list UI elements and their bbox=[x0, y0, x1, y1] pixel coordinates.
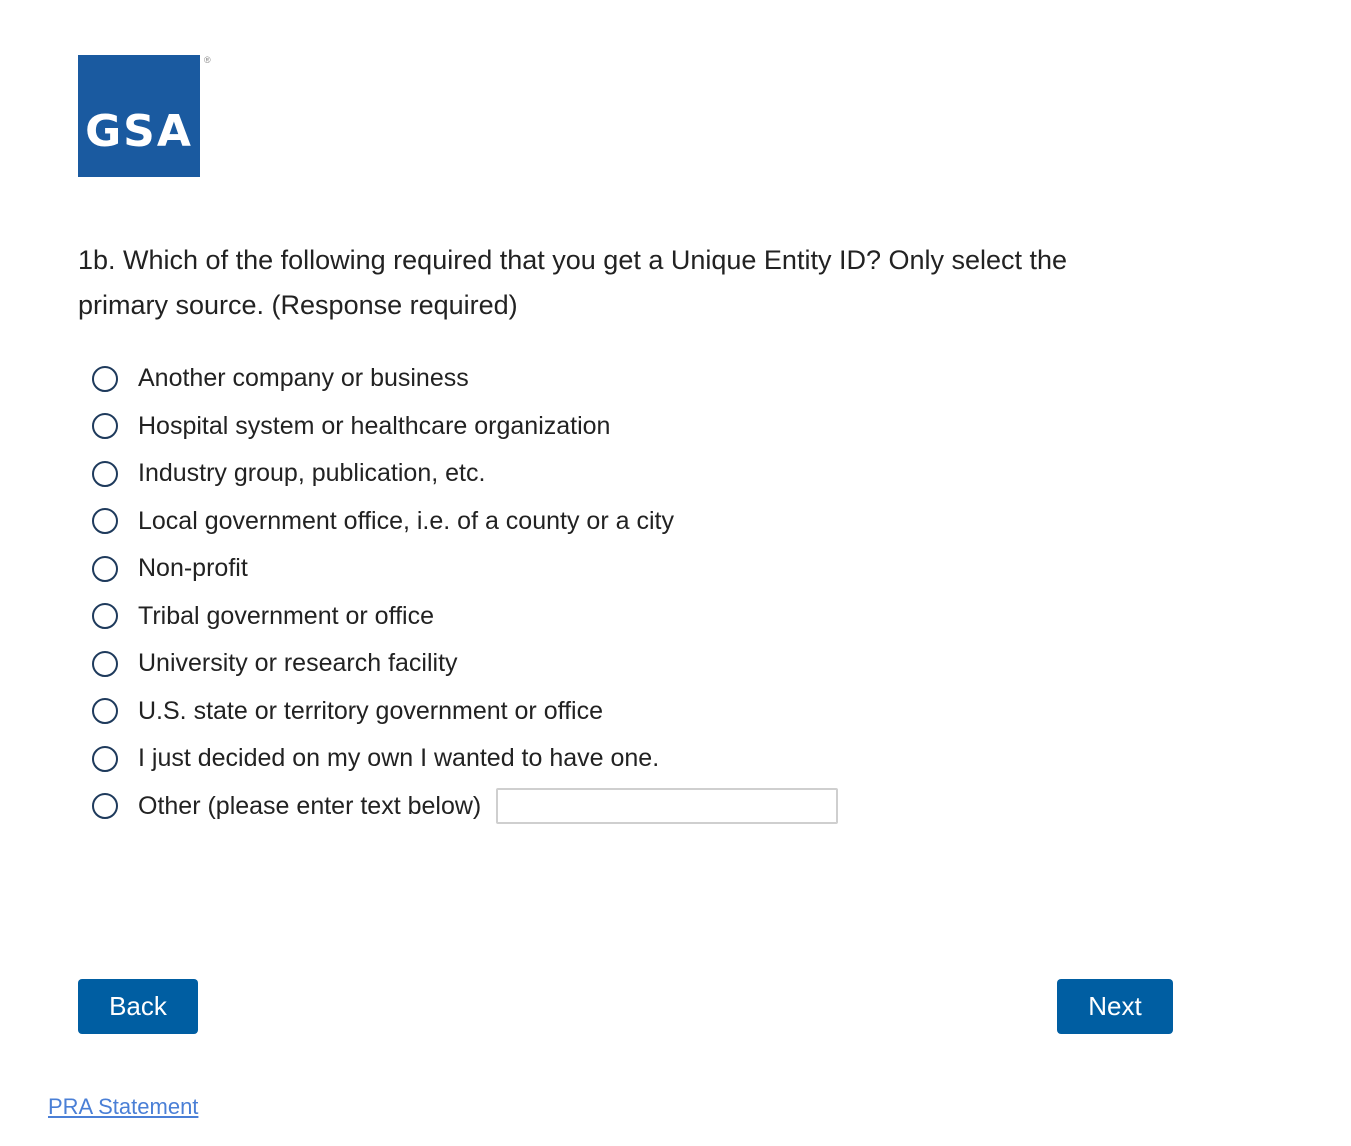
option-label[interactable]: U.S. state or territory government or office bbox=[138, 696, 604, 725]
next-button[interactable]: Next bbox=[1057, 979, 1173, 1034]
radio-button[interactable] bbox=[92, 413, 118, 439]
registered-mark: ® bbox=[204, 55, 211, 65]
radio-button[interactable] bbox=[92, 603, 118, 629]
option-label[interactable]: Other (please enter text below) bbox=[138, 791, 482, 820]
other-text-input[interactable] bbox=[496, 788, 838, 824]
back-button[interactable]: Back bbox=[78, 979, 198, 1034]
gsa-logo-box bbox=[78, 55, 200, 177]
radio-options-list bbox=[92, 355, 838, 830]
radio-button[interactable] bbox=[92, 556, 118, 582]
option-non-profit[interactable] bbox=[92, 545, 838, 593]
radio-button[interactable] bbox=[92, 461, 118, 487]
option-university[interactable] bbox=[92, 640, 838, 688]
radio-button[interactable] bbox=[92, 698, 118, 724]
option-us-state[interactable] bbox=[92, 688, 838, 736]
pra-statement-link[interactable]: PRA Statement bbox=[48, 1094, 199, 1119]
radio-button[interactable] bbox=[92, 651, 118, 677]
option-label[interactable]: Hospital system or healthcare organization bbox=[138, 411, 611, 440]
option-label[interactable]: University or research facility bbox=[138, 649, 458, 678]
gsa-logo-text: GSA bbox=[85, 106, 193, 157]
option-local-government[interactable] bbox=[92, 498, 838, 546]
option-label[interactable]: Industry group, publication, etc. bbox=[138, 459, 486, 488]
option-industry-group[interactable] bbox=[92, 450, 838, 498]
option-other[interactable] bbox=[92, 783, 838, 831]
radio-button[interactable] bbox=[92, 366, 118, 392]
option-another-company[interactable] bbox=[92, 355, 838, 403]
option-label[interactable]: I just decided on my own I wanted to have one. bbox=[138, 744, 660, 773]
option-label[interactable]: Local government office, i.e. of a county or a city bbox=[138, 506, 674, 535]
option-label[interactable]: Another company or business bbox=[138, 364, 469, 393]
radio-button[interactable] bbox=[92, 746, 118, 772]
question-text: 1b. Which of the following required that you get a Unique Entity ID? Only select the primary source. (Response required) bbox=[78, 245, 1068, 320]
option-hospital-system[interactable] bbox=[92, 403, 838, 451]
radio-button[interactable] bbox=[92, 508, 118, 534]
option-decided-own[interactable] bbox=[92, 735, 838, 783]
option-label[interactable]: Tribal government or office bbox=[138, 601, 434, 630]
option-label[interactable]: Non-profit bbox=[138, 554, 248, 583]
radio-button[interactable] bbox=[92, 793, 118, 819]
option-tribal-government[interactable] bbox=[92, 593, 838, 641]
gsa-logo bbox=[78, 55, 211, 177]
